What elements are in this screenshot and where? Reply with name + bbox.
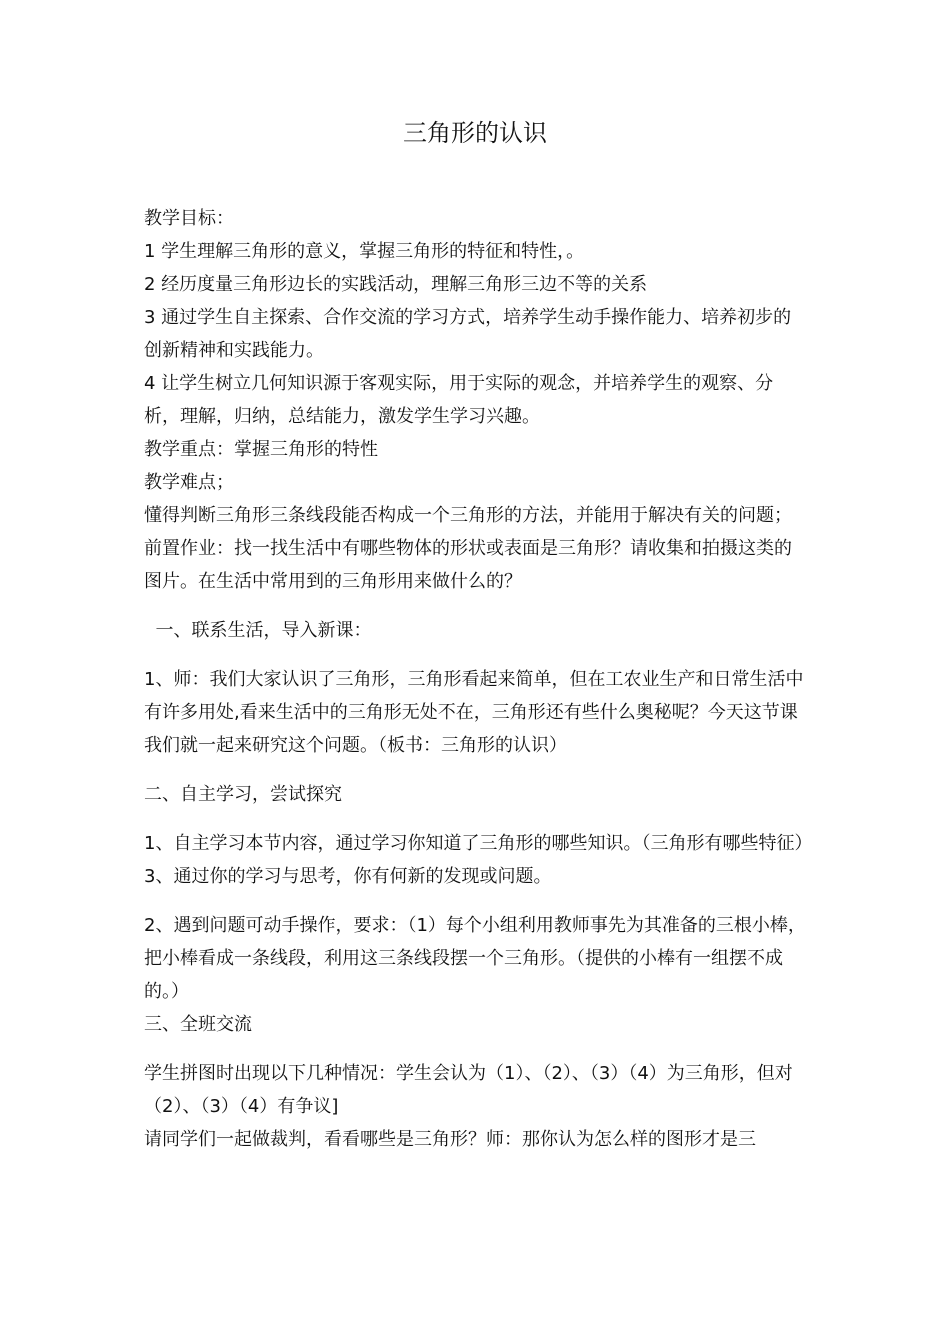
paragraph-objective-3: 3 通过学生自主探索、合作交流的学习方式，培养学生动手操作能力、培养初步的创新精神和实践能力。 [144,307,792,361]
section-heading-3: 三、全班交流 [144,1014,252,1035]
paragraph-student-cases: 学生拼图时出现以下几种情况：学生会认为（1）、（2）、（3）（4）为三角形，但对（2）、（3）（4）有争议] [144,1063,793,1117]
paragraph-homework: 前置作业：找一找生活中有哪些物体的形状或表面是三角形？请收集和拍摄这类的图片。在生活中常用到的三角形用来做什么的？ [144,538,792,592]
paragraph-key-point: 教学重点：掌握三角形的特性 [144,439,378,460]
document-body [144,202,808,1156]
paragraph-objective-4: 4 让学生树立几何知识源于客观实际，用于实际的观念，并培养学生的观察、分析，理解，归纳，总结能力，激发学生学习兴趣。 [144,373,774,427]
document-title: 三角形的认识 [403,119,547,147]
paragraph-difficulty: 懂得判断三角形三条线段能否构成一个三角形的方法，并能用于解决有关的问题； [144,505,792,526]
paragraph-hands-on: 2、遇到问题可动手操作，要求：（1）每个小组利用教师事先为其准备的三根小棒，把小棒看成一条线段，利用这三条线段摆一个三角形。（提供的小棒有一组摆不成的。） [144,915,806,1002]
paragraph-objective-1: 1 学生理解三角形的意义，掌握三角形的特征和特性，。 [144,241,585,262]
paragraph-objective-2: 2 经历度量三角形边长的实践活动，理解三角形三边不等的关系 [144,274,648,295]
paragraph-difficulty-heading: 教学难点； [144,472,234,493]
paragraph-intro: 1、师：我们大家认识了三角形，三角形看起来简单，但在工农业生产和日常生活中有许多用处,看来生活中的三角形无处不在，三角形还有些什么奥秘呢？今天这节课我们就一起来研究这个问题。（板书：三角形的认识） [144,669,804,756]
paragraph-self-study: 1、自主学习本节内容，通过学习你知道了三角形的哪些知识。（三角形有哪些特征）3、通过你的学习与思考，你有何新的发现或问题。 [144,833,804,887]
paragraph-objectives-heading: 教学目标： [144,208,234,229]
section-heading-2: 二、自主学习，尝试探究 [144,784,342,805]
section-heading-1: 一、联系生活，导入新课： [144,620,372,641]
paragraph-referee: 请同学们一起做裁判，看看哪些是三角形？师：那你认为怎么样的图形才是三 [144,1129,756,1150]
